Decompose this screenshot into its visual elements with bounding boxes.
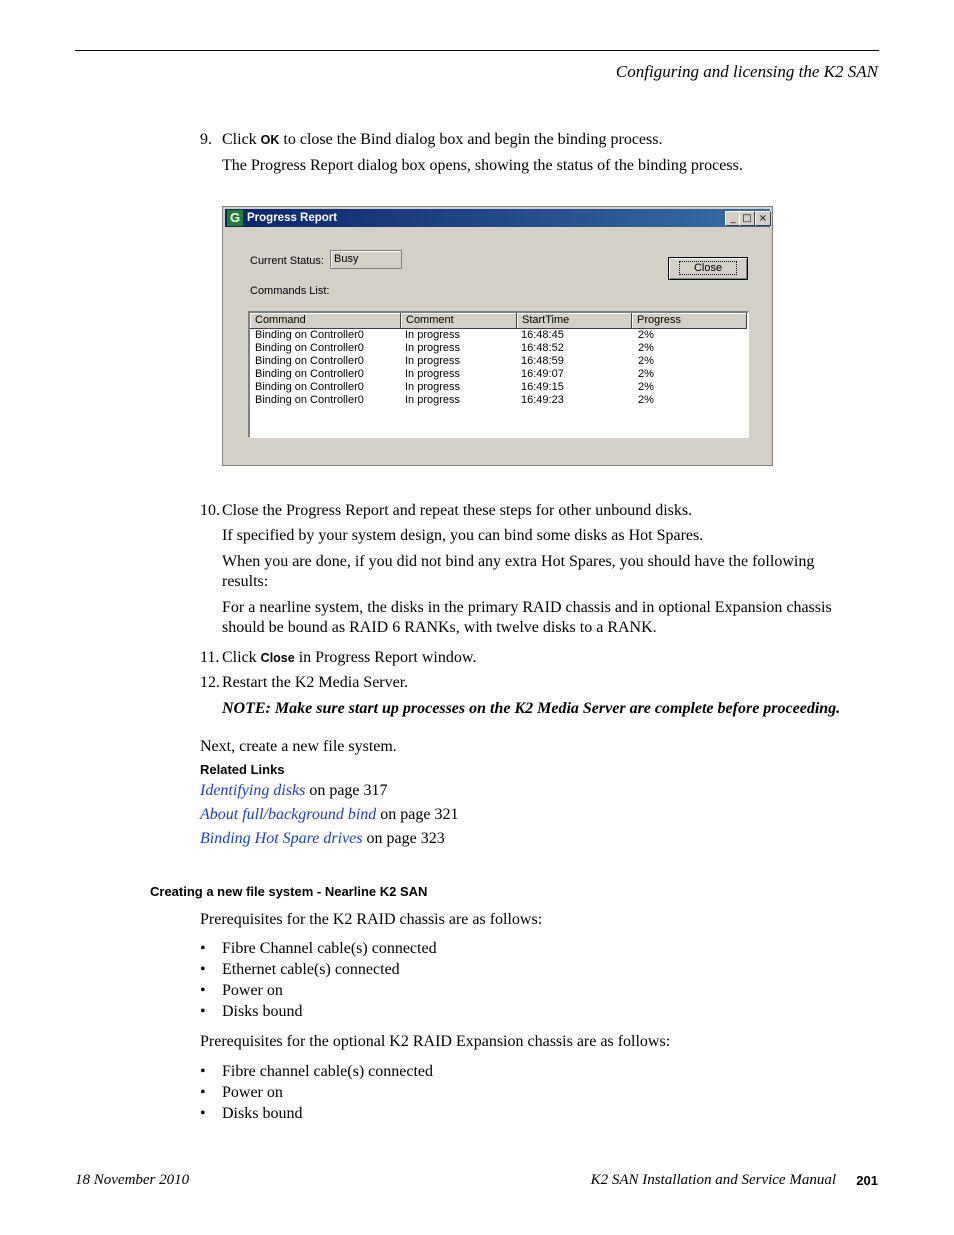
close-command: Close — [260, 651, 295, 665]
cell-progress: 2% — [638, 368, 654, 380]
step-10: 10. Close the Progress Report and repeat these steps for other unbound disks. — [200, 502, 693, 519]
running-header: Configuring and licensing the K2 SAN — [615, 62, 878, 81]
step-12: 12. Restart the K2 Media Server. — [200, 674, 409, 691]
step-9: 9. Click OK to close the Bind dialog box and begin the binding process. — [200, 131, 663, 148]
cell-starttime: 16:49:23 — [521, 394, 564, 406]
cell-command: Binding on Controller0 — [255, 381, 364, 393]
cell-comment: In progress — [405, 368, 461, 380]
list-item: • Disks bound — [200, 1105, 303, 1122]
close-button[interactable]: Close — [668, 257, 748, 280]
minimize-icon[interactable]: _ — [725, 211, 741, 226]
list-item: • Ethernet cable(s) connected — [200, 961, 400, 978]
commands-list-label: Commands List: — [250, 285, 330, 297]
cell-progress: 2% — [638, 394, 654, 406]
cell-starttime: 16:49:15 — [521, 381, 564, 393]
list-item: • Disks bound — [200, 1003, 303, 1020]
hot-spares-para: If specified by your system design, you can bind some disks as Hot Spares. — [222, 527, 704, 544]
related-link-item: About full/background bind on page 321 — [200, 806, 459, 823]
dialog-titlebar — [225, 209, 770, 227]
table-row[interactable] — [250, 329, 747, 342]
list-item: • Fibre channel cable(s) connected — [200, 1063, 434, 1080]
table-row[interactable] — [250, 394, 747, 407]
note: NOTE: Make sure start up processes on the K2 Media Server are complete before proceeding. — [222, 700, 841, 717]
list-item: • Power on — [200, 982, 283, 999]
table-row[interactable] — [250, 381, 747, 394]
column-header-progress[interactable]: Progress — [632, 313, 747, 329]
table-row[interactable] — [250, 342, 747, 355]
related-links-heading: Related Links — [200, 762, 285, 777]
column-header-command[interactable]: Command — [250, 313, 401, 329]
related-link-item: Identifying disks on page 317 — [200, 782, 388, 799]
cell-progress: 2% — [638, 381, 654, 393]
cell-comment: In progress — [405, 355, 461, 367]
table-row[interactable] — [250, 368, 747, 381]
ok-command: OK — [260, 133, 280, 147]
cell-starttime: 16:49:07 — [521, 368, 564, 380]
cell-command: Binding on Controller0 — [255, 394, 364, 406]
nearline-para-line2: should be bound as RAID 6 RANKs, with twelve disks to a RANK. — [222, 619, 657, 636]
current-status-label: Current Status: — [250, 255, 324, 267]
progress-report-dialog — [222, 206, 773, 466]
next-step-text: Next, create a new file system. — [200, 738, 397, 755]
cell-progress: 2% — [638, 355, 654, 367]
app-icon: G — [227, 210, 243, 226]
results-para-line1: When you are done, if you did not bind any extra Hot Spares, you should have the following — [222, 553, 815, 570]
related-link[interactable]: Binding Hot Spare drives — [200, 830, 363, 847]
related-link-item: Binding Hot Spare drives on page 323 — [200, 830, 445, 847]
table-row[interactable] — [250, 355, 747, 368]
related-link[interactable]: About full/background bind — [200, 806, 377, 823]
results-para-line2: results: — [222, 573, 269, 590]
cell-comment: In progress — [405, 394, 461, 406]
related-link[interactable]: Identifying disks — [200, 782, 306, 799]
close-icon[interactable]: × — [755, 211, 771, 226]
cell-progress: 2% — [638, 342, 654, 354]
list-item: • Power on — [200, 1084, 283, 1101]
current-status-field: Busy — [330, 250, 402, 269]
step-9-result: The Progress Report dialog box opens, showing the status of the binding process. — [222, 157, 743, 174]
prereq-intro-expansion: Prerequisites for the optional K2 RAID Expansion chassis are as follows: — [200, 1033, 671, 1050]
cell-command: Binding on Controller0 — [255, 368, 364, 380]
cell-progress: 2% — [638, 329, 654, 341]
footer-manual-title: K2 SAN Installation and Service Manual — [590, 1172, 836, 1188]
list-item: • Fibre Channel cable(s) connected — [200, 940, 437, 957]
section-heading: Creating a new file system - Nearline K2 SAN — [150, 884, 428, 899]
cell-starttime: 16:48:45 — [521, 329, 564, 341]
column-header-comment[interactable]: Comment — [401, 313, 517, 329]
cell-comment: In progress — [405, 381, 461, 393]
commands-list[interactable] — [248, 311, 749, 438]
cell-starttime: 16:48:59 — [521, 355, 564, 367]
header-rule — [75, 50, 879, 51]
column-header-starttime[interactable]: StartTime — [517, 313, 632, 329]
cell-command: Binding on Controller0 — [255, 329, 364, 341]
page-number: 201 — [856, 1173, 878, 1188]
maximize-icon[interactable]: □ — [739, 211, 755, 226]
cell-command: Binding on Controller0 — [255, 342, 364, 354]
prereq-intro-raid: Prerequisites for the K2 RAID chassis are as follows: — [200, 911, 543, 928]
footer-date: 18 November 2010 — [75, 1172, 190, 1188]
step-11: 11. Click Close in Progress Report window. — [200, 649, 477, 666]
cell-comment: In progress — [405, 342, 461, 354]
dialog-title: Progress Report — [247, 212, 338, 224]
cell-starttime: 16:48:52 — [521, 342, 564, 354]
list-header — [250, 313, 747, 329]
cell-comment: In progress — [405, 329, 461, 341]
nearline-para-line1: For a nearline system, the disks in the primary RAID chassis and in optional Expansion chassis — [222, 599, 832, 616]
cell-command: Binding on Controller0 — [255, 355, 364, 367]
